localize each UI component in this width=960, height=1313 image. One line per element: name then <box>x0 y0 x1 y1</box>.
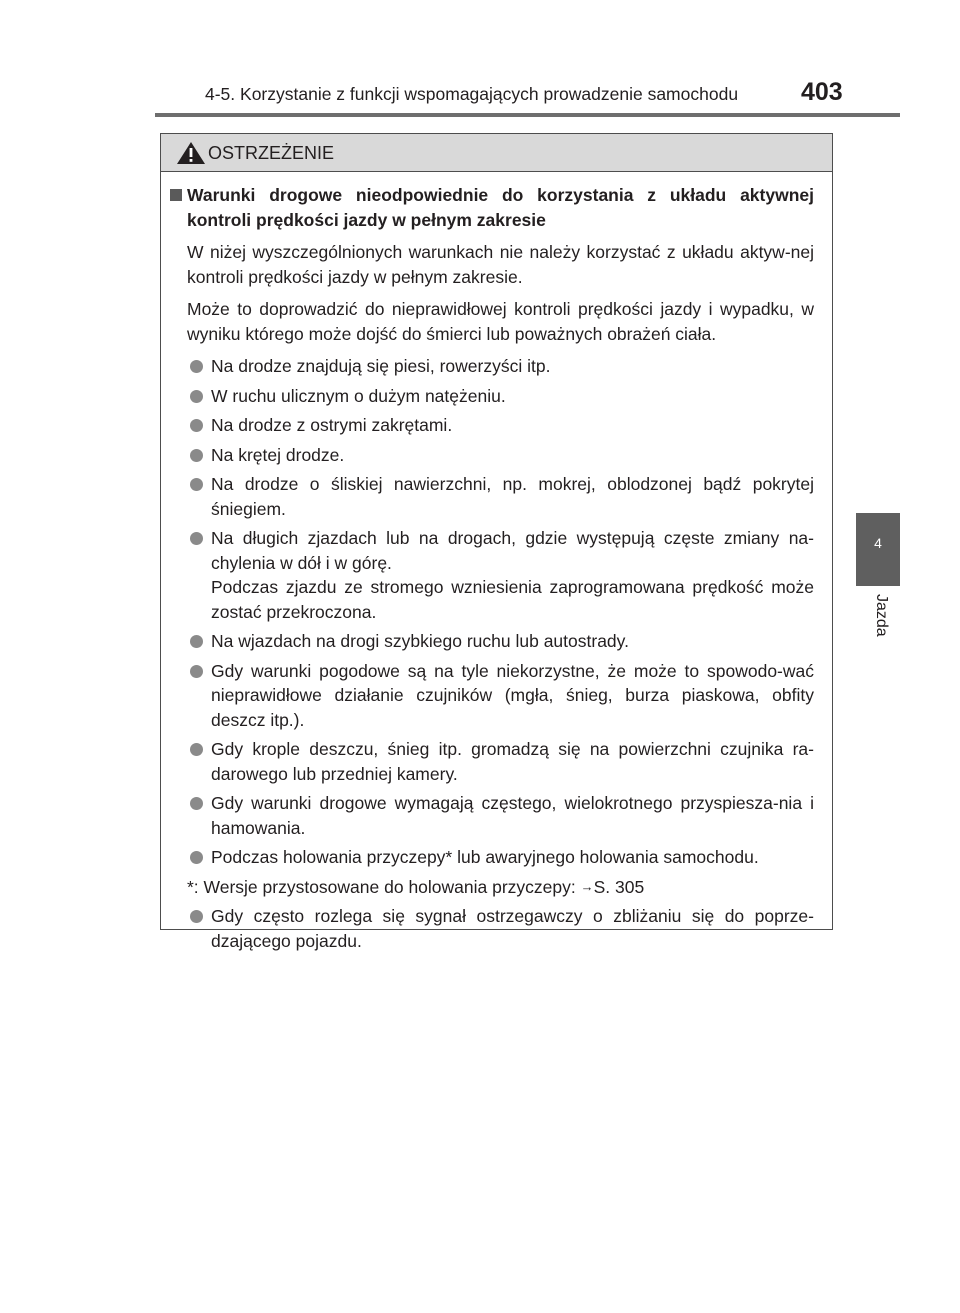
list-item <box>170 737 814 786</box>
section-heading <box>170 183 814 232</box>
circle-bullet-icon <box>190 478 203 491</box>
warning-triangle-icon <box>176 141 206 165</box>
paragraph: W niżej wyszczególnionych warunkach nie należy korzystać z układu aktyw-nej kontroli prędkości jazdy w pełnym zakresie. <box>187 242 814 287</box>
list-item-text: W ruchu ulicznym o dużym natężeniu. <box>211 385 506 406</box>
list-item <box>170 354 814 379</box>
list-item-text: Gdy często rozlega się sygnał ostrzegawczy o zbliżaniu się do poprze-dzającego pojazdu. <box>211 906 814 951</box>
list-item <box>170 413 814 438</box>
list-item-text: Gdy warunki drogowe wymagają częstego, wielokrotnego przyspiesza-nia i hamowania. <box>211 793 814 838</box>
footnote <box>170 875 814 900</box>
list-item-note: Podczas zjazdu ze stromego wzniesienia zaprogramowana prędkość może zostać przekroczona. <box>211 577 814 622</box>
circle-bullet-icon <box>190 665 203 678</box>
list-item <box>170 629 814 654</box>
list-item-text: Na drodze znajdują się piesi, rowerzyści itp. <box>211 356 551 376</box>
footnote-text: *: Wersje przystosowane do holowania przyczepy: <box>187 876 581 897</box>
paragraph: Może to doprowadzić do nieprawidłowej kontroli prędkości jazdy i wypadku, w wyniku którego może dojść do śmierci lub poważnych obrażeń ciała. <box>187 299 814 344</box>
list-item-text: Gdy warunki pogodowe są na tyle niekorzystne, że może to spowodo-wać nieprawidłowe działanie czujników (mgła, śnieg, burza piaskowa, obfity deszcz itp.). <box>211 660 814 730</box>
list-item-text: Na krętej drodze. <box>211 444 345 465</box>
chapter-number: 4 <box>874 535 882 551</box>
list-item-text: Na wjazdach na drogi szybkiego ruchu lub autostrady. <box>211 631 629 651</box>
list-item <box>170 904 814 953</box>
list-item-text: Podczas holowania przyczepy* lub awaryjnego holowania samochodu. <box>211 847 759 867</box>
condition-list-continued <box>170 904 814 953</box>
chapter-label: Jazda <box>873 594 890 637</box>
circle-bullet-icon <box>190 390 203 403</box>
list-item <box>170 384 814 409</box>
chapter-tab <box>856 513 900 586</box>
circle-bullet-icon <box>190 419 203 432</box>
circle-bullet-icon <box>190 743 203 756</box>
list-item <box>170 845 814 870</box>
list-item <box>170 443 814 468</box>
list-item-text: Na długich zjazdach lub na drogach, gdzie występują częste zmiany na-chylenia w dół i w górę. <box>211 528 814 573</box>
circle-bullet-icon <box>190 851 203 864</box>
running-header: 4-5. Korzystanie z funkcji wspomagających prowadzenie samochodu <box>205 84 739 104</box>
list-item <box>170 472 814 521</box>
warning-header <box>161 134 832 172</box>
circle-bullet-icon <box>190 797 203 810</box>
list-item-text: Gdy krople deszczu, śnieg itp. gromadzą się na powierzchni czujnika ra-darowego lub przedniej kamery. <box>211 739 814 784</box>
list-item <box>170 526 814 624</box>
circle-bullet-icon <box>190 910 203 923</box>
circle-bullet-icon <box>190 532 203 545</box>
page-reference-link[interactable]: S. 305 <box>593 876 645 897</box>
section-heading-text: Warunki drogowe nieodpowiednie do korzystania z układu aktywnej kontroli prędkości jazdy w pełnym zakresie <box>187 185 814 230</box>
warning-body <box>161 172 832 953</box>
condition-list <box>170 354 814 870</box>
header-divider <box>155 113 900 117</box>
circle-bullet-icon <box>190 360 203 373</box>
list-item <box>170 659 814 733</box>
list-item <box>170 791 814 840</box>
warning-box <box>160 133 833 951</box>
circle-bullet-icon <box>190 449 203 462</box>
list-item-text: Na drodze z ostrymi zakrętami. <box>211 415 453 435</box>
list-item-text: Na drodze o śliskiej nawierzchni, np. mokrej, oblodzonej bądź pokrytej śniegiem. <box>211 474 814 519</box>
square-bullet-icon <box>170 189 182 201</box>
circle-bullet-icon <box>190 635 203 648</box>
arrow-right-icon: → <box>580 878 594 894</box>
page-number: 403 <box>801 78 843 106</box>
warning-title: OSTRZEŻENIE <box>208 143 335 163</box>
